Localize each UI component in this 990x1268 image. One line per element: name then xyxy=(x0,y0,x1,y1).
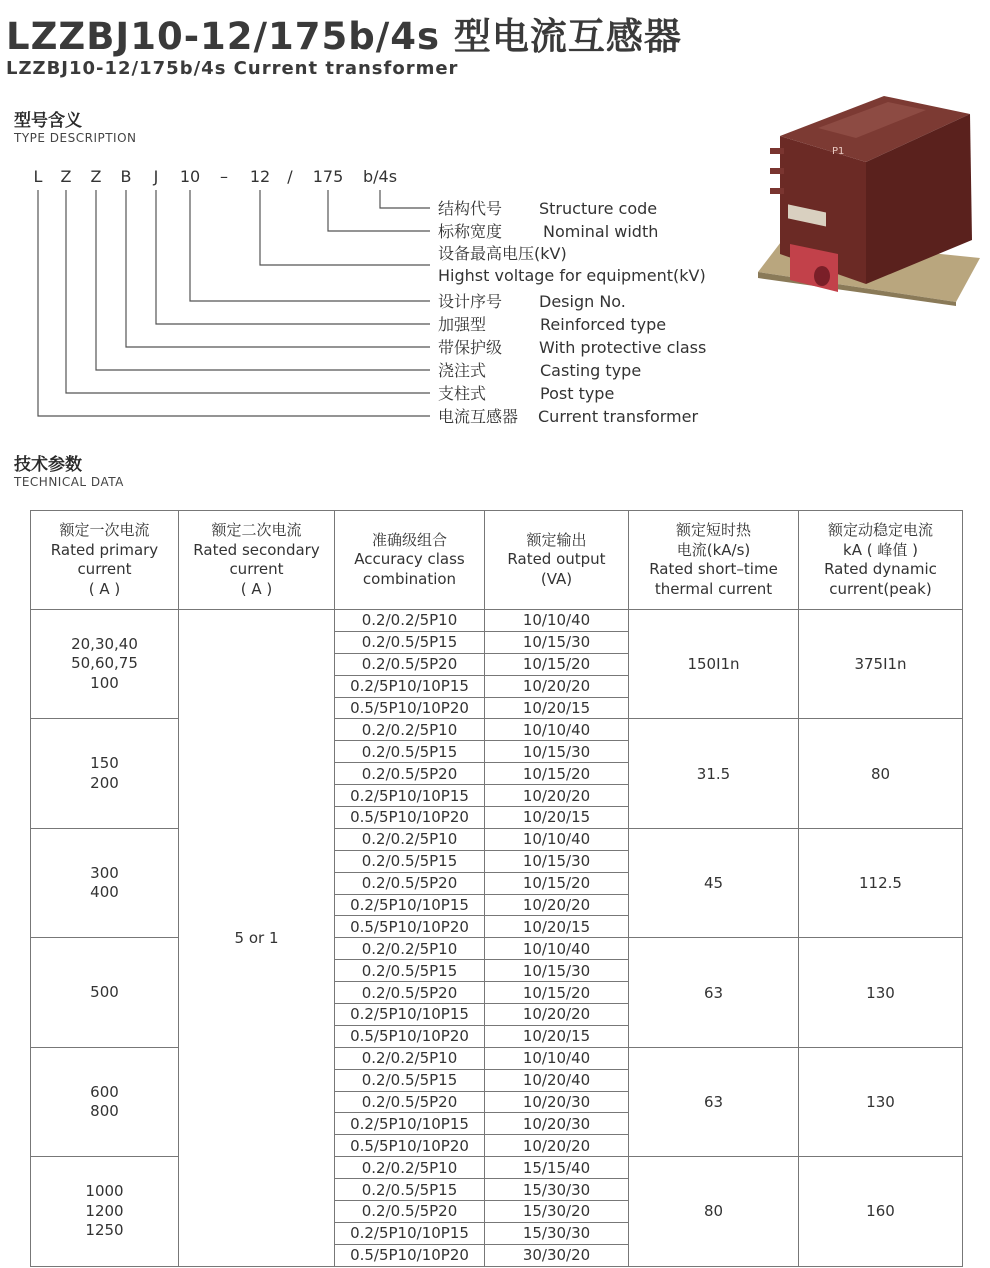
primary-current-cell xyxy=(31,938,179,1047)
rated-output-cell: 30/30/20 xyxy=(485,1244,629,1266)
type-description-en: TYPE DESCRIPTION xyxy=(14,131,137,145)
description-cn: 结构代号 xyxy=(438,199,503,218)
model-code-letters xyxy=(34,167,397,186)
leader-line xyxy=(156,190,430,324)
thermal-current-cell: 31.5 xyxy=(629,719,799,828)
rated-output-cell: 10/20/40 xyxy=(485,1069,629,1091)
rated-output-cell: 10/15/30 xyxy=(485,631,629,653)
header-line: Rated short–time xyxy=(649,560,778,578)
table-row xyxy=(31,1157,963,1179)
accuracy-class-cell: 0.5/5P10/10P20 xyxy=(335,916,485,938)
accuracy-class-cell: 0.2/0.5/5P15 xyxy=(335,631,485,653)
accuracy-class-cell: 0.2/0.2/5P10 xyxy=(335,1047,485,1069)
accuracy-class-cell: 0.2/0.5/5P20 xyxy=(335,1201,485,1223)
table-row xyxy=(31,938,963,960)
model-code-char: 10 xyxy=(179,167,201,186)
description-cn: 支柱式 xyxy=(438,384,487,403)
rated-output-cell: 10/10/40 xyxy=(485,610,629,632)
primary-current-cell xyxy=(31,1047,179,1156)
description-en: Design No. xyxy=(539,292,626,311)
technical-data-table xyxy=(30,510,963,1267)
accuracy-class-cell: 0.2/5P10/10P15 xyxy=(335,1113,485,1135)
accuracy-class-cell: 0.2/0.5/5P20 xyxy=(335,1091,485,1113)
leader-line xyxy=(328,190,430,231)
table-header-row xyxy=(31,511,963,610)
accuracy-class-cell: 0.2/0.5/5P20 xyxy=(335,763,485,785)
rated-output-cell: 10/15/20 xyxy=(485,872,629,894)
header-line: Rated dynamic xyxy=(824,560,937,578)
dynamic-current-cell: 112.5 xyxy=(799,828,963,937)
rated-output-cell: 10/20/20 xyxy=(485,785,629,807)
accuracy-class-cell: 0.5/5P10/10P20 xyxy=(335,697,485,719)
leader-line xyxy=(190,190,430,301)
model-code-char: / xyxy=(287,167,293,186)
thermal-current-cell: 150I1n xyxy=(629,610,799,719)
header-line: 额定输出 xyxy=(526,530,587,549)
rated-output-cell: 10/20/20 xyxy=(485,894,629,916)
rated-output-cell: 10/15/20 xyxy=(485,763,629,785)
primary-current-value: 1000 xyxy=(85,1182,124,1201)
description-cn: 带保护级 xyxy=(438,338,503,357)
rated-output-cell: 10/20/15 xyxy=(485,916,629,938)
model-code-leaders xyxy=(38,190,430,416)
header-line: current xyxy=(229,560,284,578)
accuracy-class-cell: 0.2/0.5/5P20 xyxy=(335,982,485,1004)
model-code-char: b/4s xyxy=(362,167,398,186)
leader-line xyxy=(260,190,430,265)
header-line: current xyxy=(77,560,132,578)
leader-line xyxy=(96,190,430,370)
model-code-char: 175 xyxy=(312,167,344,186)
thermal-current-cell: 63 xyxy=(629,1047,799,1156)
dynamic-current-cell: 160 xyxy=(799,1157,963,1266)
primary-current-value: 20,30,40 xyxy=(71,634,138,653)
type-description-header xyxy=(8,106,148,145)
technical-data-header xyxy=(8,450,148,489)
model-code-char: B xyxy=(120,167,132,186)
rated-output-cell: 15/30/30 xyxy=(485,1222,629,1244)
header-line: kA ( 峰值 ) xyxy=(843,540,918,559)
description-cn: 浇注式 xyxy=(438,361,487,380)
model-code-char: 12 xyxy=(249,167,271,186)
accuracy-class-cell: 0.2/0.5/5P15 xyxy=(335,741,485,763)
accuracy-class-cell: 0.2/5P10/10P15 xyxy=(335,675,485,697)
rated-output-cell: 10/15/30 xyxy=(485,960,629,982)
description-en: Structure code xyxy=(539,199,658,218)
primary-current-value: 200 xyxy=(90,773,119,792)
header-line: Rated output xyxy=(507,550,606,569)
description-cn: 标称宽度 xyxy=(438,222,503,241)
header-line: current(peak) xyxy=(829,579,932,598)
rated-output-cell: 10/10/40 xyxy=(485,1047,629,1069)
accuracy-class-cell: 0.2/0.5/5P20 xyxy=(335,653,485,675)
header-line: Rated primary xyxy=(50,540,159,559)
thermal-current-cell: 63 xyxy=(629,938,799,1047)
dynamic-current-cell: 80 xyxy=(799,719,963,828)
product-photo xyxy=(758,88,980,306)
photo-label-text: P1 xyxy=(832,146,845,157)
rated-output-cell: 10/20/20 xyxy=(485,675,629,697)
primary-current-value: 1250 xyxy=(85,1221,124,1240)
leader-line xyxy=(38,190,430,416)
primary-current-value: 150 xyxy=(90,754,119,773)
rated-output-cell: 15/30/20 xyxy=(485,1201,629,1223)
accuracy-class-cell: 0.5/5P10/10P20 xyxy=(335,1025,485,1047)
header-line: 额定二次电流 xyxy=(211,521,302,539)
header-line: 电流(kA/s) xyxy=(676,540,751,559)
header-line: ( A ) xyxy=(88,579,121,598)
accuracy-class-cell: 0.5/5P10/10P20 xyxy=(335,1135,485,1157)
dynamic-current-cell: 130 xyxy=(799,1047,963,1156)
rated-output-cell: 10/10/40 xyxy=(485,938,629,960)
primary-current-cell xyxy=(31,719,179,828)
dynamic-current-cell: 375I1n xyxy=(799,610,963,719)
rated-output-cell: 10/15/20 xyxy=(485,982,629,1004)
header-line: thermal current xyxy=(654,579,773,598)
description-cn: 设备最高电压(kV) xyxy=(438,244,567,263)
type-code-diagram xyxy=(0,160,740,430)
accuracy-class-cell: 0.2/0.2/5P10 xyxy=(335,1157,485,1179)
primary-current-value: 100 xyxy=(90,673,119,692)
primary-current-cell xyxy=(31,610,179,719)
accuracy-class-cell: 0.2/5P10/10P15 xyxy=(335,1222,485,1244)
primary-current-value: 400 xyxy=(90,883,119,902)
rated-output-cell: 15/30/30 xyxy=(485,1179,629,1201)
description-en: With protective class xyxy=(539,338,707,357)
accuracy-class-cell: 0.5/5P10/10P20 xyxy=(335,807,485,829)
rated-output-cell: 10/15/30 xyxy=(485,850,629,872)
model-code-char: – xyxy=(220,167,228,186)
rated-output-cell: 10/15/30 xyxy=(485,741,629,763)
description-en: Current transformer xyxy=(538,407,699,426)
accuracy-class-cell: 0.2/0.5/5P15 xyxy=(335,850,485,872)
accuracy-class-cell: 0.2/5P10/10P15 xyxy=(335,894,485,916)
model-code-char: J xyxy=(153,167,159,186)
accuracy-class-cell: 0.2/0.2/5P10 xyxy=(335,938,485,960)
description-en: Reinforced type xyxy=(540,315,667,334)
primary-current-value: 500 xyxy=(90,982,119,1001)
photo-fin-1 xyxy=(770,148,784,154)
accuracy-class-cell: 0.5/5P10/10P20 xyxy=(335,1244,485,1266)
table-body xyxy=(31,610,963,1267)
table-row xyxy=(31,1047,963,1069)
dynamic-current-cell: 130 xyxy=(799,938,963,1047)
description-en: Highst voltage for equipment(kV) xyxy=(438,266,706,285)
rated-output-cell: 10/20/30 xyxy=(485,1113,629,1135)
header-line: Accuracy class xyxy=(354,550,465,569)
accuracy-class-cell: 0.2/0.2/5P10 xyxy=(335,610,485,632)
table-header-cell xyxy=(335,511,485,610)
accuracy-class-cell: 0.2/0.2/5P10 xyxy=(335,828,485,850)
primary-current-value: 800 xyxy=(90,1102,119,1121)
header-line: ( A ) xyxy=(240,579,273,598)
table-header-cell xyxy=(31,511,179,610)
header-line: (VA) xyxy=(540,569,573,588)
header-line: 额定一次电流 xyxy=(59,521,150,539)
rated-output-cell: 10/10/40 xyxy=(485,828,629,850)
description-en: Casting type xyxy=(540,361,642,380)
header-line: Rated secondary xyxy=(193,540,320,559)
model-code-descriptions xyxy=(438,199,706,426)
primary-current-cell xyxy=(31,828,179,937)
description-en: Nominal width xyxy=(543,222,659,241)
accuracy-class-cell: 0.2/5P10/10P15 xyxy=(335,785,485,807)
rated-output-cell: 10/20/20 xyxy=(485,1004,629,1026)
primary-current-value: 1200 xyxy=(85,1201,124,1220)
rated-output-cell: 10/10/40 xyxy=(485,719,629,741)
table-row xyxy=(31,719,963,741)
rated-output-cell: 10/20/15 xyxy=(485,807,629,829)
table-row xyxy=(31,610,963,632)
model-code-char: Z xyxy=(90,167,102,186)
description-en: Post type xyxy=(540,384,615,403)
table-row xyxy=(31,828,963,850)
table-header-cell xyxy=(629,511,799,610)
rated-output-cell: 10/20/30 xyxy=(485,1091,629,1113)
leader-line xyxy=(380,190,430,208)
primary-current-value: 600 xyxy=(90,1082,119,1101)
header-line: 额定动稳定电流 xyxy=(827,521,933,539)
accuracy-class-cell: 0.2/0.5/5P20 xyxy=(335,872,485,894)
description-cn: 加强型 xyxy=(438,315,487,334)
primary-current-value: 300 xyxy=(90,863,119,882)
accuracy-class-cell: 0.2/0.5/5P15 xyxy=(335,1179,485,1201)
photo-fin-3 xyxy=(770,188,784,194)
thermal-current-cell: 45 xyxy=(629,828,799,937)
accuracy-class-cell: 0.2/0.5/5P15 xyxy=(335,960,485,982)
page-subtitle: LZZBJ10-12/175b/4s Current transformer xyxy=(6,58,459,79)
thermal-current-cell: 80 xyxy=(629,1157,799,1266)
type-description-cn: 型号含义 xyxy=(14,111,82,131)
header-line: 额定短时热 xyxy=(675,521,751,539)
model-code-char: L xyxy=(33,167,43,186)
model-code-char: Z xyxy=(60,167,72,186)
table-header-cell xyxy=(179,511,335,610)
table-header-cell xyxy=(485,511,629,610)
technical-data-en: TECHNICAL DATA xyxy=(14,475,124,489)
rated-output-cell: 15/15/40 xyxy=(485,1157,629,1179)
primary-current-value: 50,60,75 xyxy=(71,654,138,673)
technical-data-cn: 技术参数 xyxy=(14,455,82,475)
description-cn: 电流互感器 xyxy=(438,407,519,426)
primary-current-cell xyxy=(31,1157,179,1266)
header-line: 准确级组合 xyxy=(371,530,447,549)
description-cn: 设计序号 xyxy=(438,292,503,311)
leader-line xyxy=(66,190,430,393)
rated-output-cell: 10/20/15 xyxy=(485,697,629,719)
header-line: combination xyxy=(362,569,457,588)
photo-terminal-hole xyxy=(814,266,830,286)
accuracy-class-cell: 0.2/0.2/5P10 xyxy=(335,719,485,741)
rated-output-cell: 10/15/20 xyxy=(485,653,629,675)
photo-fin-2 xyxy=(770,168,784,174)
accuracy-class-cell: 0.2/0.5/5P15 xyxy=(335,1069,485,1091)
table-header-cell xyxy=(799,511,963,610)
secondary-current-cell: 5 or 1 xyxy=(179,610,335,1267)
page-title: LZZBJ10-12/175b/4s 型电流互感器 xyxy=(6,15,682,58)
rated-output-cell: 10/20/20 xyxy=(485,1135,629,1157)
accuracy-class-cell: 0.2/5P10/10P15 xyxy=(335,1004,485,1026)
rated-output-cell: 10/20/15 xyxy=(485,1025,629,1047)
